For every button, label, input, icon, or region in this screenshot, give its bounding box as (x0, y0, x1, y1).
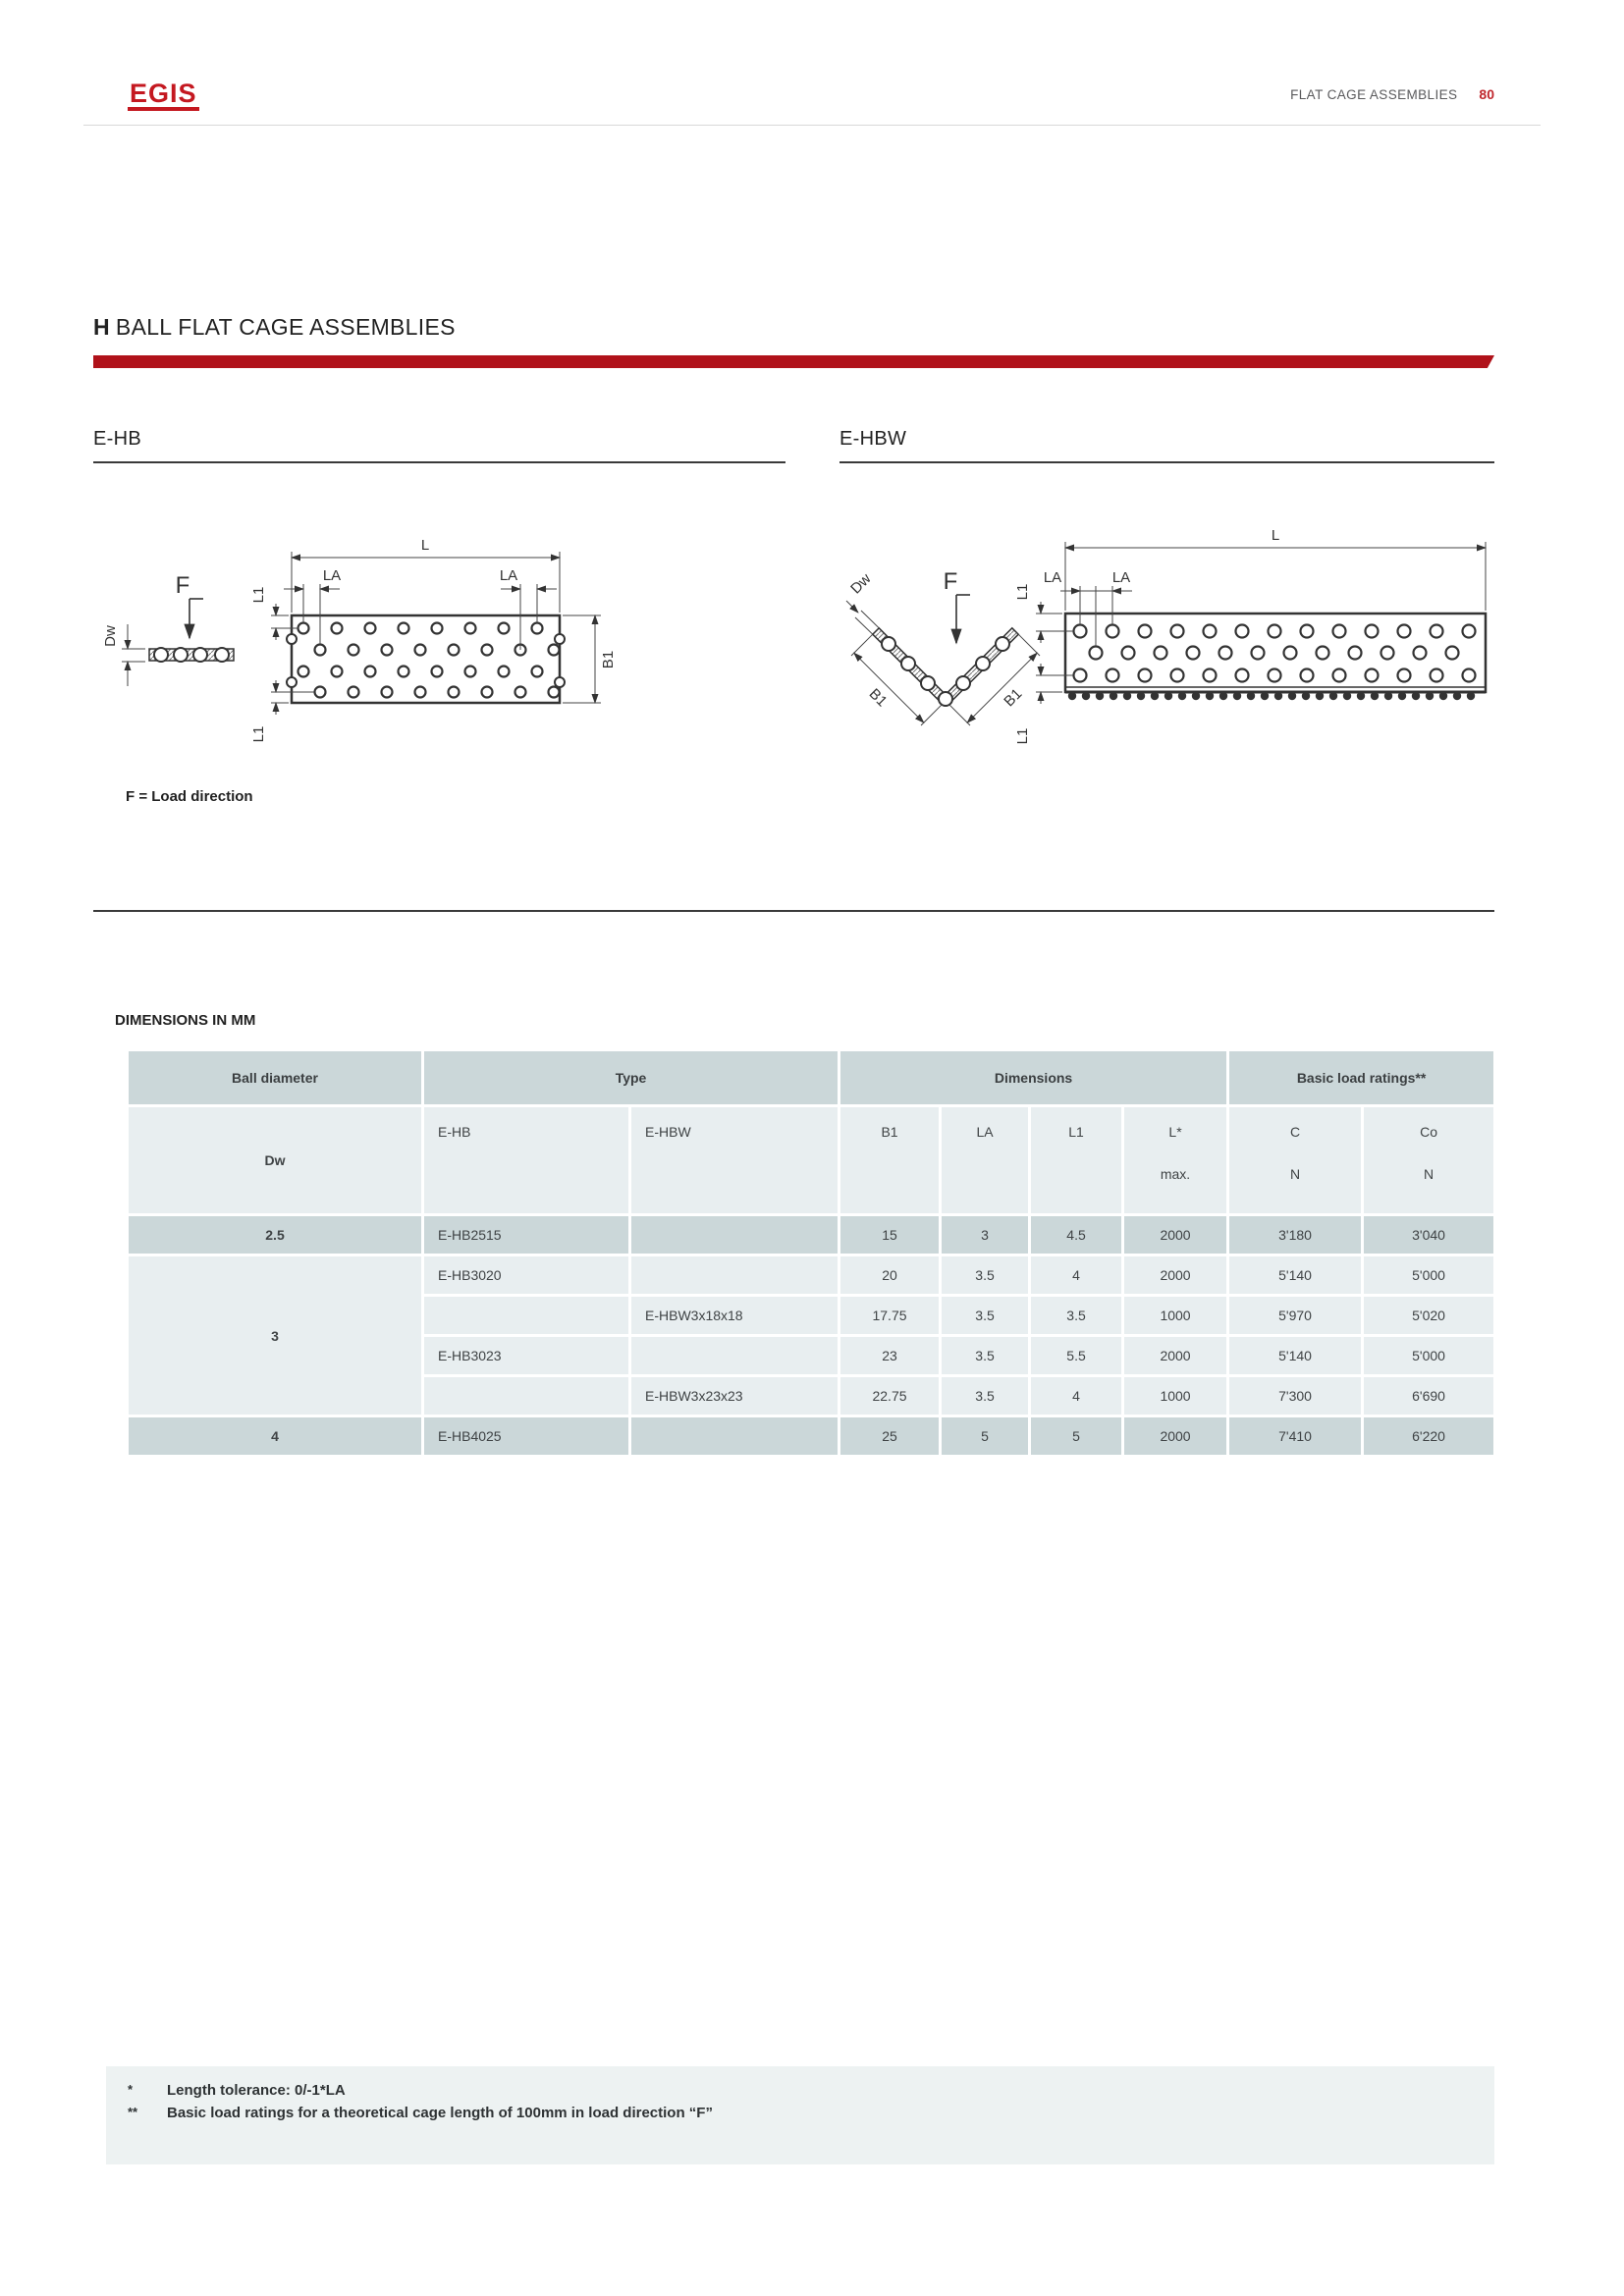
value-cell: 4 (1031, 1377, 1121, 1415)
page-title (93, 314, 456, 341)
serration-bump (1439, 692, 1447, 700)
serration-bump (1096, 692, 1104, 700)
footnote-text: Basic load ratings for a theoretical cage length of 100mm in load direction “F” (167, 2105, 713, 2121)
la-label-right: LA (1111, 569, 1131, 586)
table-sub-header-row (129, 1107, 1493, 1213)
cage-hole (1349, 647, 1362, 660)
serration-bump (1110, 692, 1117, 700)
value-cell: 15 (840, 1216, 939, 1254)
cage-hole (1398, 669, 1411, 682)
cage-hole (1366, 625, 1379, 638)
sub-header-lstar-line1: L* (1168, 1124, 1182, 1140)
serration-bump (1316, 692, 1324, 700)
cage-hole (1366, 669, 1379, 682)
cage-hole (465, 667, 476, 677)
value-cell: 2000 (1124, 1256, 1226, 1294)
f-arrow (956, 595, 970, 643)
cage-hole (1155, 647, 1167, 660)
cage-hole (1414, 647, 1427, 660)
cage-hole (1284, 647, 1297, 660)
value-cell: 6'690 (1364, 1377, 1493, 1415)
type-cell: E-HB4025 (424, 1417, 628, 1455)
value-cell: 3.5 (942, 1377, 1028, 1415)
serration-bump (1233, 692, 1241, 700)
type-cell (631, 1256, 838, 1294)
cage-hole (1090, 647, 1103, 660)
cage-hole (1301, 669, 1314, 682)
dw-label: Dw (847, 570, 875, 598)
cage-hole (1139, 669, 1152, 682)
serration-bump (1412, 692, 1420, 700)
l1-label-top: L1 (250, 586, 267, 604)
serration-bump (1467, 692, 1475, 700)
value-cell: 7'410 (1229, 1417, 1361, 1455)
serration-bump (1247, 692, 1255, 700)
cage-hole (1074, 625, 1087, 638)
cage-hole (349, 645, 359, 656)
footnote-text: Length tolerance: 0/-1*LA (167, 2082, 346, 2099)
cage-hole (1171, 625, 1184, 638)
serration-bump (1302, 692, 1310, 700)
sub-header-c-line2: N (1290, 1166, 1301, 1182)
cage-hole (549, 687, 560, 698)
value-cell: 6'220 (1364, 1417, 1493, 1455)
type-cell: E-HB3020 (424, 1256, 628, 1294)
footnotes-box (106, 2066, 1494, 2164)
type-cell (631, 1216, 838, 1254)
value-cell: 3.5 (942, 1337, 1028, 1374)
cage-hole (415, 687, 426, 698)
type-cell (631, 1337, 838, 1374)
serration-bump (1178, 692, 1186, 700)
table-body (129, 1216, 1493, 1455)
sub-header-l1: L1 (1031, 1107, 1121, 1213)
serration-bump (1164, 692, 1172, 700)
footnote-mark: * (128, 2082, 134, 2097)
cage-hole (1171, 669, 1184, 682)
footnote (106, 2082, 1494, 2099)
sub-header-lstar-line2: max. (1160, 1166, 1191, 1182)
serration-bump (1384, 692, 1392, 700)
sub-header-ehbw: E-HBW (631, 1107, 838, 1213)
value-cell: 5.5 (1031, 1337, 1121, 1374)
cage-hole (1398, 625, 1411, 638)
serration-bump (1288, 692, 1296, 700)
sub-header-la: LA (942, 1107, 1028, 1213)
cage-hole (465, 623, 476, 634)
e-hb-side-view (102, 572, 234, 686)
dw-label: Dw (102, 625, 119, 647)
type-cell: E-HB3023 (424, 1337, 628, 1374)
section-title-ehb: E-HB (93, 428, 141, 450)
cage-hole (1446, 647, 1459, 660)
cage-hole (1301, 625, 1314, 638)
cage-hole (399, 667, 409, 677)
cage-hole (1317, 647, 1329, 660)
header-section-title: FLAT CAGE ASSEMBLIES (1290, 87, 1458, 102)
value-cell: 1000 (1124, 1297, 1226, 1334)
value-cell: 20 (840, 1256, 939, 1294)
value-cell: 5 (942, 1417, 1028, 1455)
page-number: 80 (1479, 86, 1494, 102)
serration-bump (1206, 692, 1214, 700)
table-row (129, 1256, 1493, 1294)
value-cell: 5'020 (1364, 1297, 1493, 1334)
f-arrow (189, 599, 203, 638)
serration-bump (1371, 692, 1379, 700)
table-caption: DIMENSIONS IN MM (115, 1012, 256, 1029)
f-label: F (175, 572, 190, 599)
sub-header-co-line1: Co (1420, 1124, 1438, 1140)
f-label: F (943, 568, 958, 595)
sub-header-b1: B1 (840, 1107, 939, 1213)
b1-label: B1 (600, 650, 617, 669)
value-cell: 2000 (1124, 1216, 1226, 1254)
cage-hole (1252, 647, 1265, 660)
cage-hole (499, 623, 510, 634)
cage-hole (382, 687, 393, 698)
cage-hole (332, 667, 343, 677)
section-underline-ehb (93, 461, 785, 463)
serration-bump (1274, 692, 1282, 700)
group-header-type: Type (424, 1051, 838, 1104)
serration-bump (1123, 692, 1131, 700)
cage-hole (365, 623, 376, 634)
value-cell: 5 (1031, 1417, 1121, 1455)
sub-header-co-line2: N (1424, 1166, 1435, 1182)
b1-label-right: B1 (1001, 685, 1026, 711)
cage-hole (1219, 647, 1232, 660)
e-hbw-drawing (835, 491, 1512, 785)
value-cell: 3'180 (1229, 1216, 1361, 1254)
l1-label-bottom: L1 (250, 725, 267, 743)
group-header-dimensions: Dimensions (840, 1051, 1226, 1104)
cage-hole (532, 667, 543, 677)
cage-hole (1463, 625, 1476, 638)
cage-hole (1236, 625, 1249, 638)
sub-header-c (1229, 1107, 1361, 1213)
value-cell: 5'000 (1364, 1256, 1493, 1294)
e-hbw-top-view (1014, 527, 1486, 744)
cage-hole (1236, 669, 1249, 682)
cage-hole (1074, 669, 1087, 682)
cage-hole (315, 645, 326, 656)
l1-label-bottom: L1 (1014, 727, 1031, 745)
ball-diameter-cell: 2.5 (129, 1216, 421, 1254)
la-label-left: LA (1043, 569, 1062, 586)
cage-hole (399, 623, 409, 634)
type-cell (631, 1417, 838, 1455)
cage-hole (298, 623, 309, 634)
cage-hole (432, 623, 443, 634)
serration-bump (1219, 692, 1227, 700)
cage-hole (1139, 625, 1152, 638)
serration-bump (1068, 692, 1076, 700)
value-cell: 23 (840, 1337, 939, 1374)
sub-header-c-line1: C (1290, 1124, 1301, 1140)
table-row (129, 1417, 1493, 1455)
cage-hole (482, 645, 493, 656)
l-label: L (1271, 527, 1280, 544)
cage-hole (1187, 647, 1200, 660)
value-cell: 3'040 (1364, 1216, 1493, 1254)
type-cell: E-HBW3x18x18 (631, 1297, 838, 1334)
cage-hole (432, 667, 443, 677)
serration-bump (1426, 692, 1434, 700)
ball-diameter-cell: 4 (129, 1417, 421, 1455)
serration-bump (1453, 692, 1461, 700)
type-cell: E-HBW3x23x23 (631, 1377, 838, 1415)
cage-hole (1269, 625, 1281, 638)
value-cell: 5'970 (1229, 1297, 1361, 1334)
cage-hole (1204, 669, 1217, 682)
sub-header-dw: Dw (129, 1107, 421, 1213)
l-label: L (420, 537, 430, 554)
cage-hole (1333, 625, 1346, 638)
serration-bump (1261, 692, 1269, 700)
section-underline-ehbw (839, 461, 1494, 463)
table-group-header-row (129, 1051, 1493, 1104)
e-hb-top-view (250, 537, 617, 742)
value-cell: 17.75 (840, 1297, 939, 1334)
serration-bump (1398, 692, 1406, 700)
value-cell: 3.5 (1031, 1297, 1121, 1334)
cage-hole (382, 645, 393, 656)
cage-hole (415, 645, 426, 656)
dimensions-table (126, 1048, 1496, 1458)
value-cell: 4.5 (1031, 1216, 1121, 1254)
value-cell: 3.5 (942, 1297, 1028, 1334)
value-cell: 2000 (1124, 1337, 1226, 1374)
value-cell: 3 (942, 1216, 1028, 1254)
sub-header-ehb: E-HB (424, 1107, 628, 1213)
sub-header-lstar (1124, 1107, 1226, 1213)
serration-bump (1082, 692, 1090, 700)
group-header-ball-diameter: Ball diameter (129, 1051, 421, 1104)
cage-hole (482, 687, 493, 698)
sub-header-co (1364, 1107, 1493, 1213)
title-prefix: H (93, 314, 110, 340)
value-cell: 7'300 (1229, 1377, 1361, 1415)
cage-hole (1122, 647, 1135, 660)
cage-hole (315, 687, 326, 698)
serration-bump (1357, 692, 1365, 700)
value-cell: 5'140 (1229, 1337, 1361, 1374)
cage-hole (1107, 625, 1119, 638)
section-title-ehbw: E-HBW (839, 428, 907, 450)
cage-hole (365, 667, 376, 677)
la-label-right: LA (499, 567, 518, 584)
cage-hole (549, 645, 560, 656)
type-cell (424, 1377, 628, 1415)
cage-hole (449, 645, 460, 656)
cage-hole (532, 623, 543, 634)
section-divider (93, 910, 1494, 912)
serration-bump (1151, 692, 1159, 700)
egis-logo: EGIS (128, 80, 199, 111)
cage-hole (332, 623, 343, 634)
title-text: BALL FLAT CAGE ASSEMBLIES (115, 314, 456, 340)
ball-diameter-cell: 3 (129, 1256, 421, 1415)
serration-bump (1137, 692, 1145, 700)
cage-hole (449, 687, 460, 698)
serration-bump (1343, 692, 1351, 700)
cage-hole (499, 667, 510, 677)
serration-bump (1192, 692, 1200, 700)
table-row (129, 1216, 1493, 1254)
value-cell: 1000 (1124, 1377, 1226, 1415)
e-hb-drawing (88, 510, 756, 775)
cage-hole (1463, 669, 1476, 682)
value-cell: 4 (1031, 1256, 1121, 1294)
cage-hole (1204, 625, 1217, 638)
page-header (1290, 86, 1494, 102)
value-cell: 22.75 (840, 1377, 939, 1415)
footnote-mark: ** (128, 2105, 138, 2119)
cage-hole (515, 687, 526, 698)
serration-bump (1329, 692, 1337, 700)
la-label-left: LA (322, 567, 342, 584)
accent-bar (93, 355, 1494, 368)
b1-label-left: B1 (865, 685, 891, 711)
l1-label-top: L1 (1014, 583, 1031, 601)
cage-hole (1269, 669, 1281, 682)
e-hbw-side-view (846, 568, 1040, 725)
value-cell: 3.5 (942, 1256, 1028, 1294)
footnote (106, 2105, 1494, 2121)
cage-hole (349, 687, 359, 698)
cage-hole (1333, 669, 1346, 682)
header-divider (83, 125, 1541, 126)
cage-hole (1381, 647, 1394, 660)
cage-hole (298, 667, 309, 677)
load-direction-note: F = Load direction (126, 788, 253, 805)
cage-hole (1107, 669, 1119, 682)
type-cell: E-HB2515 (424, 1216, 628, 1254)
value-cell: 2000 (1124, 1417, 1226, 1455)
cage-hole (1431, 625, 1443, 638)
type-cell (424, 1297, 628, 1334)
value-cell: 5'140 (1229, 1256, 1361, 1294)
value-cell: 25 (840, 1417, 939, 1455)
value-cell: 5'000 (1364, 1337, 1493, 1374)
cage-hole (1431, 669, 1443, 682)
group-header-load-ratings: Basic load ratings** (1229, 1051, 1493, 1104)
